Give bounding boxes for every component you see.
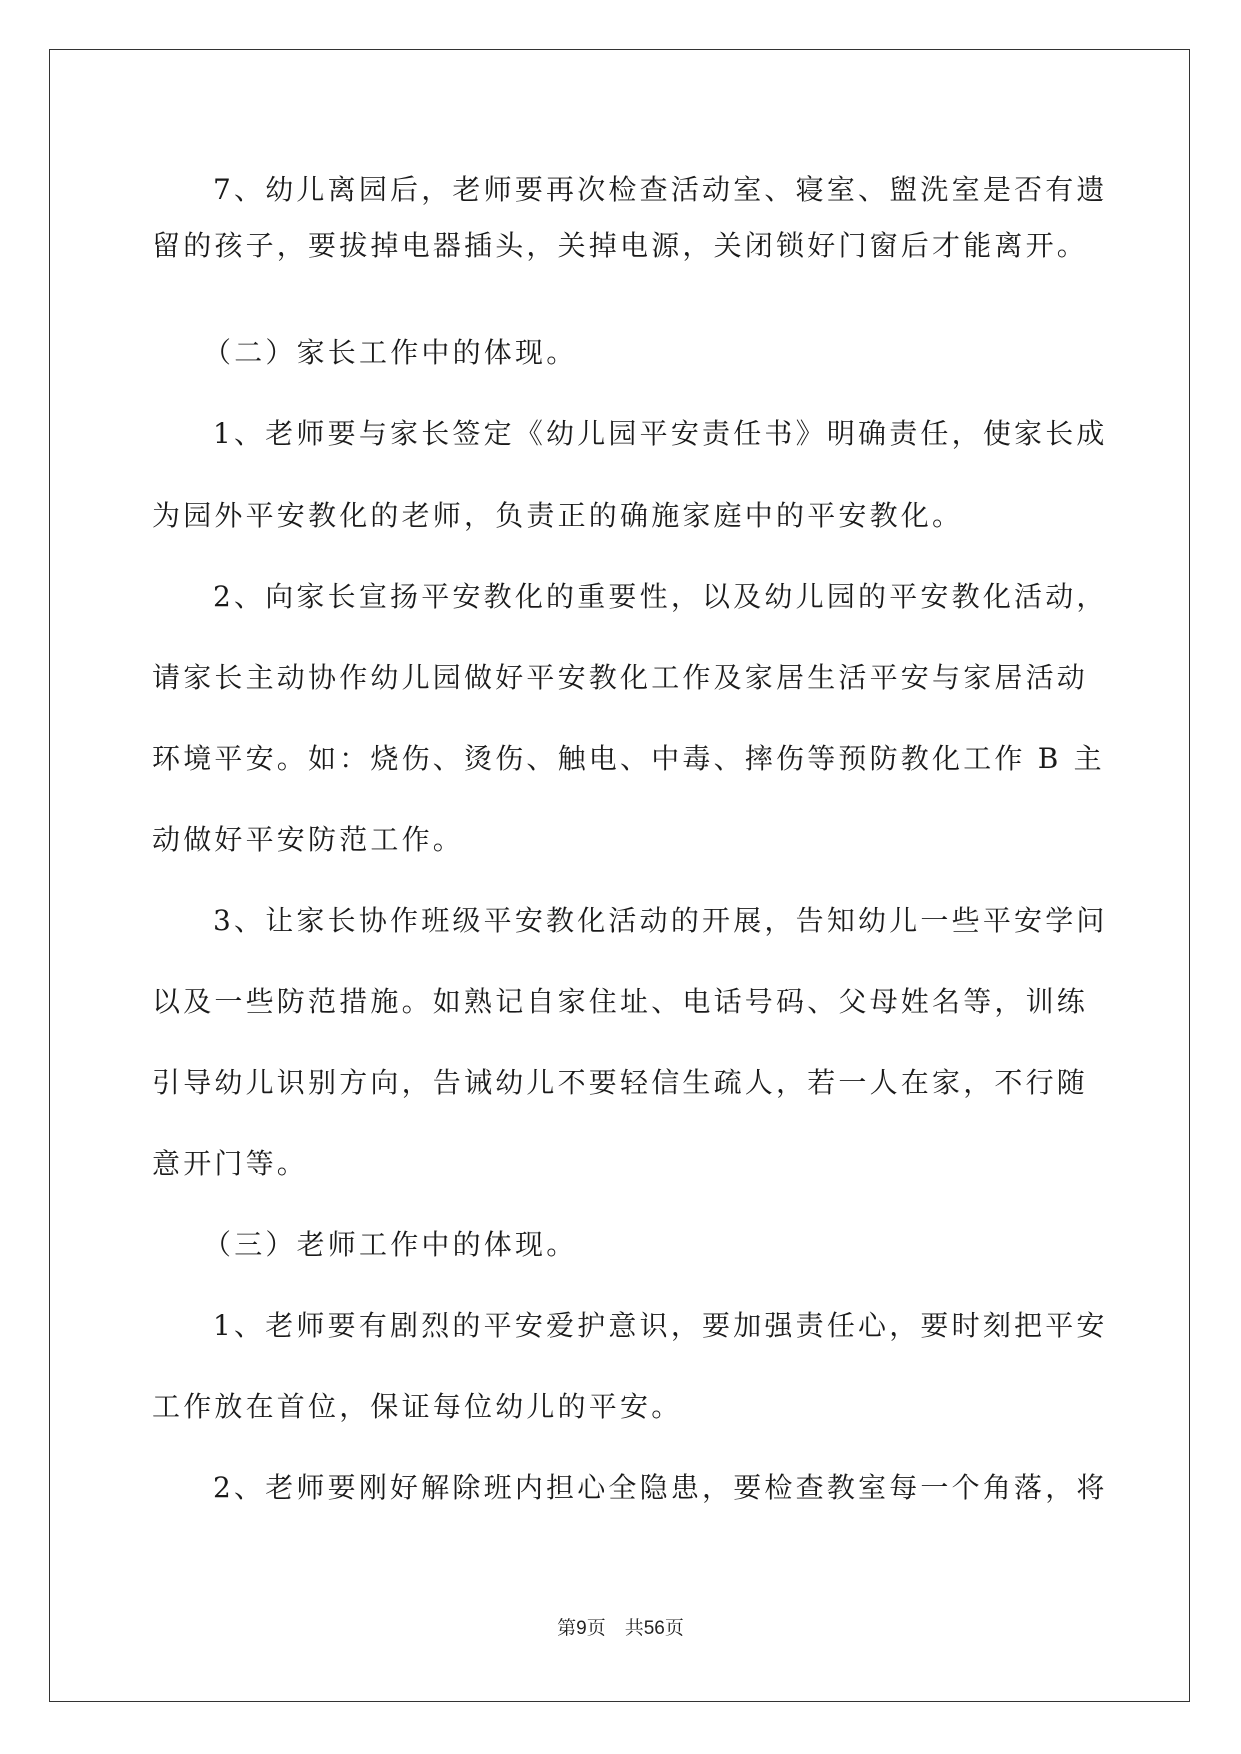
paragraph-line: 动做好平安防范工作。: [152, 823, 465, 856]
paragraph-line: 留的孩子，要拔掉电器插头，关掉电源，关闭锁好门窗后才能离开。: [152, 229, 1089, 262]
paragraph-line: 为园外平安教化的老师，负责正的确施家庭中的平安教化。: [152, 499, 964, 532]
paragraph-line: 请家长主动协作幼儿园做好平安教化工作及家居生活平安与家居活动: [152, 661, 1089, 694]
section-heading: （二）家长工作中的体现。: [203, 336, 578, 369]
paragraph-line: 7、幼儿离园后，老师要再次检查活动室、寝室、盥洗室是否有遗: [213, 173, 1108, 206]
page-number: 9: [576, 1618, 587, 1639]
paragraph-line: 意开门等。: [152, 1147, 309, 1180]
paragraph-line: 引导幼儿识别方向，告诫幼儿不要轻信生疏人，若一人在家，不行随: [152, 1066, 1089, 1099]
paragraph-line: 以及一些防范措施。如熟记自家住址、电话号码、父母姓名等，训练: [152, 985, 1089, 1018]
footer-suffix: 页: [664, 1617, 684, 1639]
paragraph-line: 3、让家长协作班级平安教化活动的开展，告知幼儿一些平安学问: [213, 904, 1108, 937]
paragraph-line: 2、老师要刚好解除班内担心全隐患，要检查教室每一个角落，将: [213, 1471, 1108, 1504]
footer-prefix: 第: [557, 1617, 577, 1639]
page-footer: [0, 1616, 1241, 1641]
paragraph-line: 环境平安。如：烧伤、烫伤、触电、中毒、摔伤等预防教化工作 B 主: [152, 742, 1105, 775]
paragraph-line: 工作放在首位，保证每位幼儿的平安。: [152, 1390, 683, 1423]
total-pages: 56: [643, 1618, 665, 1639]
paragraph-line: 1、老师要与家长签定《幼儿园平安责任书》明确责任，使家长成: [213, 417, 1108, 450]
section-heading: （三）老师工作中的体现。: [203, 1228, 578, 1261]
footer-middle: 页 共: [586, 1617, 644, 1639]
paragraph-line: 1、老师要有剧烈的平安爱护意识，要加强责任心，要时刻把平安: [213, 1309, 1108, 1342]
paragraph-line: 2、向家长宣扬平安教化的重要性，以及幼儿园的平安教化活动，: [213, 580, 1108, 613]
page-border: [49, 49, 1190, 1702]
